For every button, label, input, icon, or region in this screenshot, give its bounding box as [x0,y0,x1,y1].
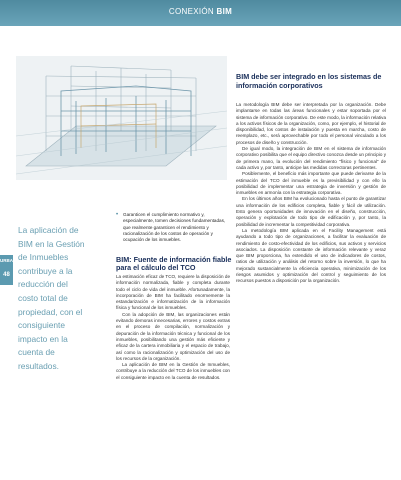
section-banner [0,0,401,26]
paragraph: La metodología BIM aplicada en el Facility Management está ayudando a todo tipo de organizaciones, a facilitar la evaluación de rendimiento de costo-efectividad de los edificios, sus activos y servicios asociados. La disposición constante de información relevante y veraz que BIM proporciona, ha extendido el uso de indicadores de costos, ratios de utilización y análisis del retorno sobre la inversión, lo que ha mejorado sustancialmente la eficiencia operativa, minimización de los riesgos asumidos y optimización del control y seguimiento de los recursos puestos a disposición por la organización. [236,227,386,284]
paragraph: La estimación eficaz de TCO, requiere la disposición de información normalizada, fiable y completa durante todo el ciclo de vida del inmueble. Afortunadamente, la incorporación de BIM ha facilitado enormemente la estandarización e informatización de la información física y funcional de los inmuebles. [116,274,230,311]
paragraph: La metodología BIM debe ser interpretada por la organización. Debe implantarse en todas las áreas funcionales y estar soportada por el sistema de información corporativo. De este modo, la información relativa a los activos físicos de la organización, como, por ejemplo, el historial de disponibilidad, los costos de instalación y puesta en marcha, costo de reemplazo, etc., será aprovechable por todo el personal vinculado a los procesos de diseño y construcción. [236,102,386,145]
left-section-title: BIM: Fuente de información fiable para el cálculo del TCO [116,255,232,273]
paragraph: En los últimos años BIM ha evolucionado hasta el punto de garantizar una información de los edificios completa, fiable y fácil de utilización. Esto genera oportunidades de innovación en el diseño, construcción, operación y explotación de todo tipo de edificación y, por tanto, la posibilidad de incrementar la competitividad corporativa. [236,196,386,227]
list-item: • Garanticen el cumplimiento normativo y, especialmente, tomen decisiones fundamentadas, que realmente garanticen el rendimiento y racionalización de los costos de operación y ocupación de los inmuebles. [116,212,228,243]
section-bold: BIM [216,7,233,16]
paragraph: Posiblemente, el beneficio más importante que puede derivarse de la estimación del TCO del inmueble es la previsibilidad y con ello la posibilidad de implementar una estrategia de inversión y gestión de inmuebles en armonía con la estrategia corporativa. [236,171,386,196]
right-column-body [236,102,386,285]
building-structure-illustration [16,56,227,180]
paragraph: Con la adopción de BIM, las organizaciones están evitando demoras innecesarias, errores y costos extras en el proceso de compilación, normalización y depuración de la información técnica y funcional de los inmuebles, posibilitando una gestión más eficiente y eficaz de la cartera inmobiliaria y el espacio de trabajo, así como la racionalización y optimización del uso de los recursos de la organización. [116,311,230,361]
paragraph: De igual modo, la integración de BIM en el sistema de información corporativo posibilita que el equipo directivo conozca desde un principio y de primera mano, la evolución del rendimiento "físico y funcional" de cada activo y, por tanto, anticipe las medidas correctoras pertinentes. [236,146,386,170]
section-title [0,7,401,16]
left-column-body [116,274,230,381]
paragraph: La aplicación de BIM en la Gestión de Inmuebles, contribuye a la reducción del TCO de los inmuebles con el consiguiente impacto en la cuenta de resultados. [116,362,230,380]
page-number: 48 [3,272,10,278]
right-section-title: BIM debe ser integrado en los sistemas de información corporativos [236,72,382,90]
side-tab-label: URBANA [0,258,20,263]
section-prefix: CONEXIÓN [168,7,214,16]
pull-quote: La aplicación de BIM en la Gestión de Inmuebles contribuye a la reducción del costo total de propiedad, con el consiguiente impacto en la cuenta de resultados. [18,225,85,371]
bullet-list [116,212,228,244]
